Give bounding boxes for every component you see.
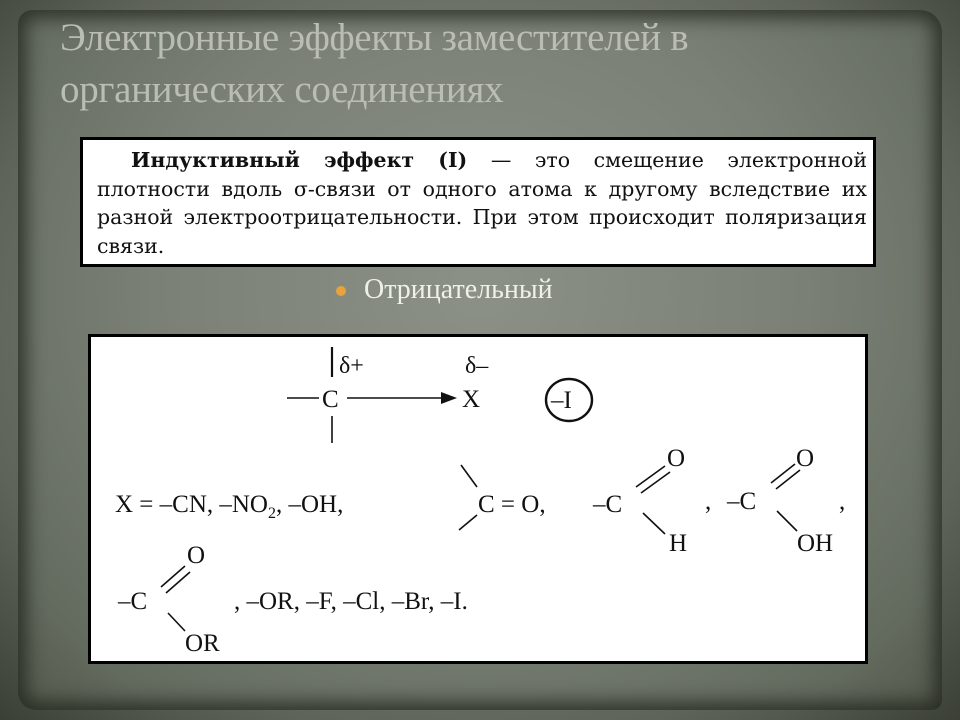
- carbonyl-group: C = O,: [478, 491, 546, 518]
- substituent-list-start: X = –CN, $-NO_2$, –OH,: [115, 491, 344, 522]
- chemistry-scheme-box: [88, 334, 868, 664]
- carbon-atom: C: [322, 386, 339, 413]
- aldehyde-double-bond-1: [636, 466, 665, 487]
- slide-title: Электронные эффекты заместителей в органических соединениях: [60, 16, 689, 111]
- definition-text: [97, 146, 867, 260]
- carbonyl-bond-up: [461, 465, 477, 487]
- aldehyde-h-bond: [643, 513, 665, 534]
- bullet-item: [336, 270, 553, 310]
- bullet-dot-icon: [336, 286, 346, 296]
- ester-oxygen: O: [187, 542, 206, 569]
- substituent-list-end: , –OR, –F, –Cl, –Br, –I.: [234, 588, 468, 615]
- aldehyde-double-bond-2: [641, 472, 670, 493]
- ester-alkoxy: OR: [185, 630, 220, 657]
- ester-or-bond: [168, 613, 185, 631]
- acid-carbon: –C: [727, 488, 757, 515]
- polarization-arrow-head: [441, 392, 457, 404]
- ester-carbon: –C: [118, 588, 148, 615]
- acid-oh-bond: [777, 511, 797, 531]
- aldehyde-hydrogen: H: [669, 530, 688, 557]
- acid-oxygen: O: [796, 445, 815, 472]
- acid-hydroxyl: OH: [797, 530, 834, 557]
- acid-double-bond-2: [776, 470, 800, 489]
- delta-plus: δ+: [339, 353, 364, 379]
- aldehyde-carbon: –C: [593, 491, 623, 518]
- bullet-label: Отрицательный: [364, 274, 553, 305]
- acid-double-bond-1: [771, 464, 795, 483]
- definition-body: — это смещение электронной плотности вдоль σ-связи от одного атома к другому вследствие их разной электроотрицательности. При этом происходит поляризация связи.: [97, 148, 867, 258]
- carbonyl-bond-down: [459, 515, 477, 530]
- delta-minus: δ–: [465, 353, 489, 379]
- effect-label: –I: [551, 387, 572, 414]
- definition-box: [80, 137, 876, 267]
- comma-2: ,: [839, 488, 846, 515]
- comma-1: ,: [705, 488, 712, 515]
- chemistry-scheme: [91, 337, 865, 661]
- definition-term: Индуктивный эффект (I): [131, 148, 468, 172]
- aldehyde-oxygen: O: [667, 445, 686, 472]
- ester-double-bond-2: [166, 572, 190, 593]
- ester-double-bond-1: [161, 566, 185, 587]
- x-atom: X: [462, 386, 481, 413]
